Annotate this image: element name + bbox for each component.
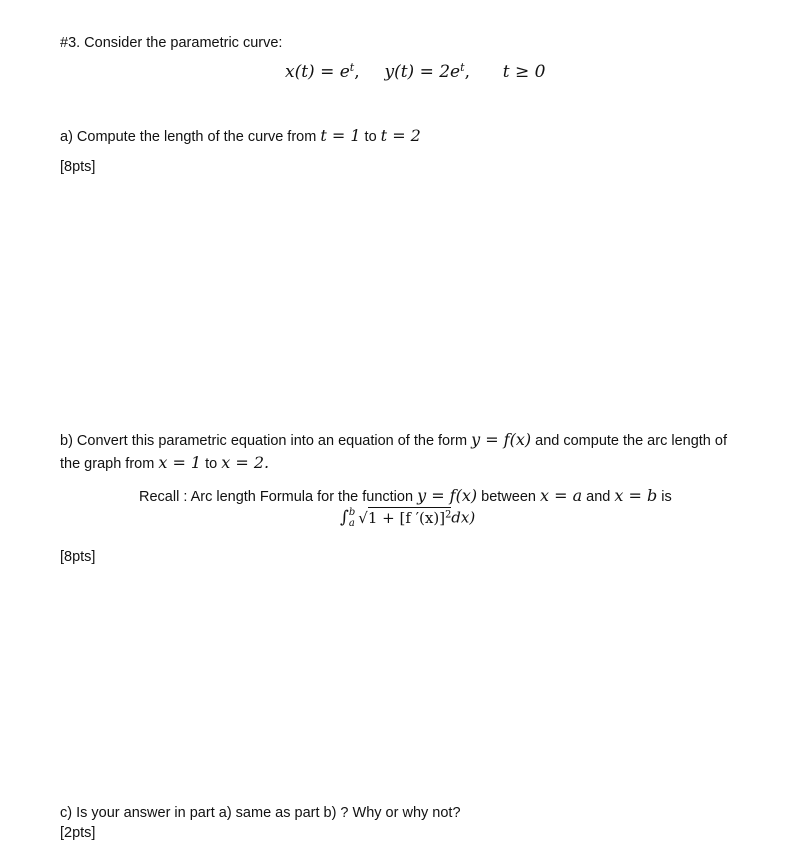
t-constraint: t ≥ 0: [502, 62, 546, 82]
part-c-points: [2pts]: [60, 825, 96, 841]
sqrt-sign: √: [358, 508, 368, 527]
x-equation: $x(t) = e^t$: [285, 60, 355, 82]
part-c-question: c) Is your answer in part a) same as part b) ? Why or why not?: [60, 805, 461, 821]
part-a-question: a) Compute the length of the curve from t = 1 to t = 2: [60, 126, 421, 145]
recall-statement: Recall : Arc length Formula for the function y = f(x) between x = a and x = b is: [139, 486, 672, 505]
integral-sign: ∫: [340, 507, 349, 528]
problem-heading: #3. Consider the parametric curve:: [60, 35, 283, 51]
y-equation: $y(t) = 2e^t$: [384, 60, 465, 82]
radicand: 1 + [f ′(x)]$^2$: [367, 508, 452, 527]
part-b-question-line1: b) Convert this parametric equation into an equation of the form y = f(x) and compute the arc length of: [60, 430, 727, 449]
part-b-question-line2: the graph from x = 1 to x = 2.: [60, 453, 270, 472]
arc-length-formula: [340, 508, 475, 529]
upper-limit: b: [348, 507, 356, 518]
part-b-points: [8pts]: [60, 549, 96, 565]
formula-tail: dx): [451, 508, 476, 527]
parametric-equation: $x(t) = e^t$, $y(t) = 2e^t$, t ≥ 0: [285, 60, 546, 82]
lower-limit: a: [348, 517, 355, 529]
part-a-points: [8pts]: [60, 159, 96, 175]
